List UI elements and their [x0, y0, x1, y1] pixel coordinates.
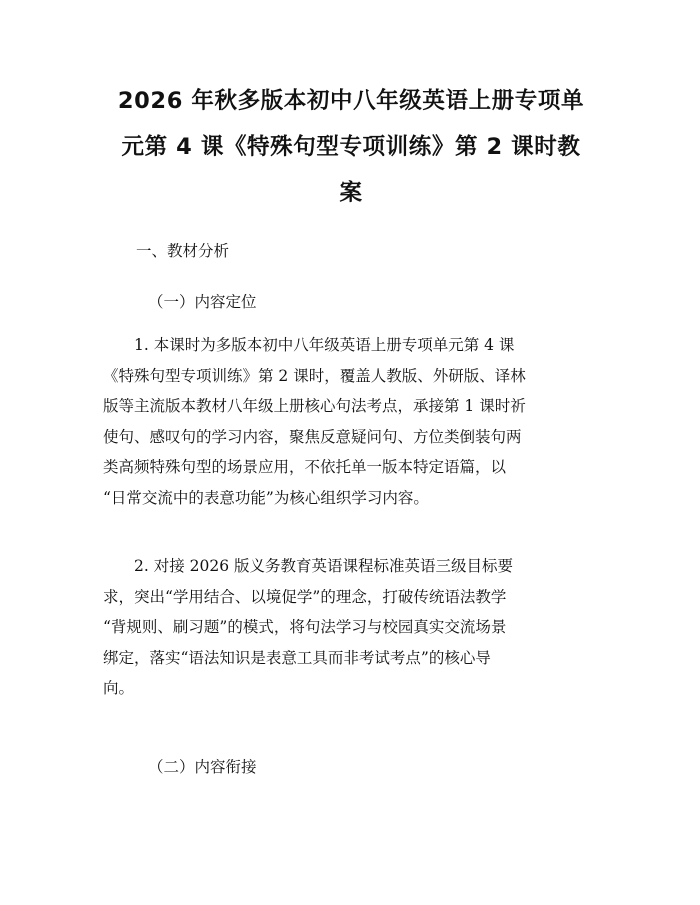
section-heading-teaching-material-analysis: 一、教材分析 — [136, 242, 230, 260]
paragraph-line: 版等主流版本教材八年级上册核心句法考点，承接第 1 课时祈 — [103, 397, 526, 415]
paragraph-line: 《特殊句型专项训练》第 2 课时，覆盖人教版、外研版、译林 — [103, 366, 526, 385]
paragraph-2 — [103, 551, 613, 704]
title-line: 元第 4 课《特殊句型专项训练》第 2 课时教 — [121, 134, 581, 160]
subsection-heading-content-positioning: （一）内容定位 — [148, 293, 257, 311]
title-line: 2026 年秋多版本初中八年级英语上册专项单 — [117, 88, 585, 114]
paragraph-line: 求，突出“学用结合、以境促学”的理念，打破传统语法教学 — [103, 587, 507, 606]
paragraph-line: 向。 — [103, 679, 135, 697]
paragraph-line: 2. 对接 2026 版义务教育英语课程标准英语三级目标要 — [103, 557, 514, 575]
paragraph-line: 使句、感叹句的学习内容，聚焦反意疑问句、方位类倒装句两 — [103, 427, 522, 446]
paragraph-line: 类高频特殊句型的场景应用，不依托单一版本特定语篇，以 — [103, 458, 507, 476]
subsection-heading-content-connection: （二）内容衔接 — [148, 758, 257, 776]
paragraph-1 — [103, 330, 613, 513]
paragraph-line: 1. 本课时为多版本初中八年级英语上册专项单元第 4 课 — [103, 336, 515, 354]
paragraph-line: “背规则、刷习题”的模式，将句法学习与校园真实交流场景 — [103, 618, 507, 636]
document-title — [92, 78, 610, 216]
title-line: 案 — [339, 180, 363, 206]
paragraph-line: “日常交流中的表意功能”为核心组织学习内容。 — [103, 488, 429, 507]
paragraph-line: 绑定，落实“语法知识是表意工具而非考试考点”的核心导 — [103, 648, 491, 667]
